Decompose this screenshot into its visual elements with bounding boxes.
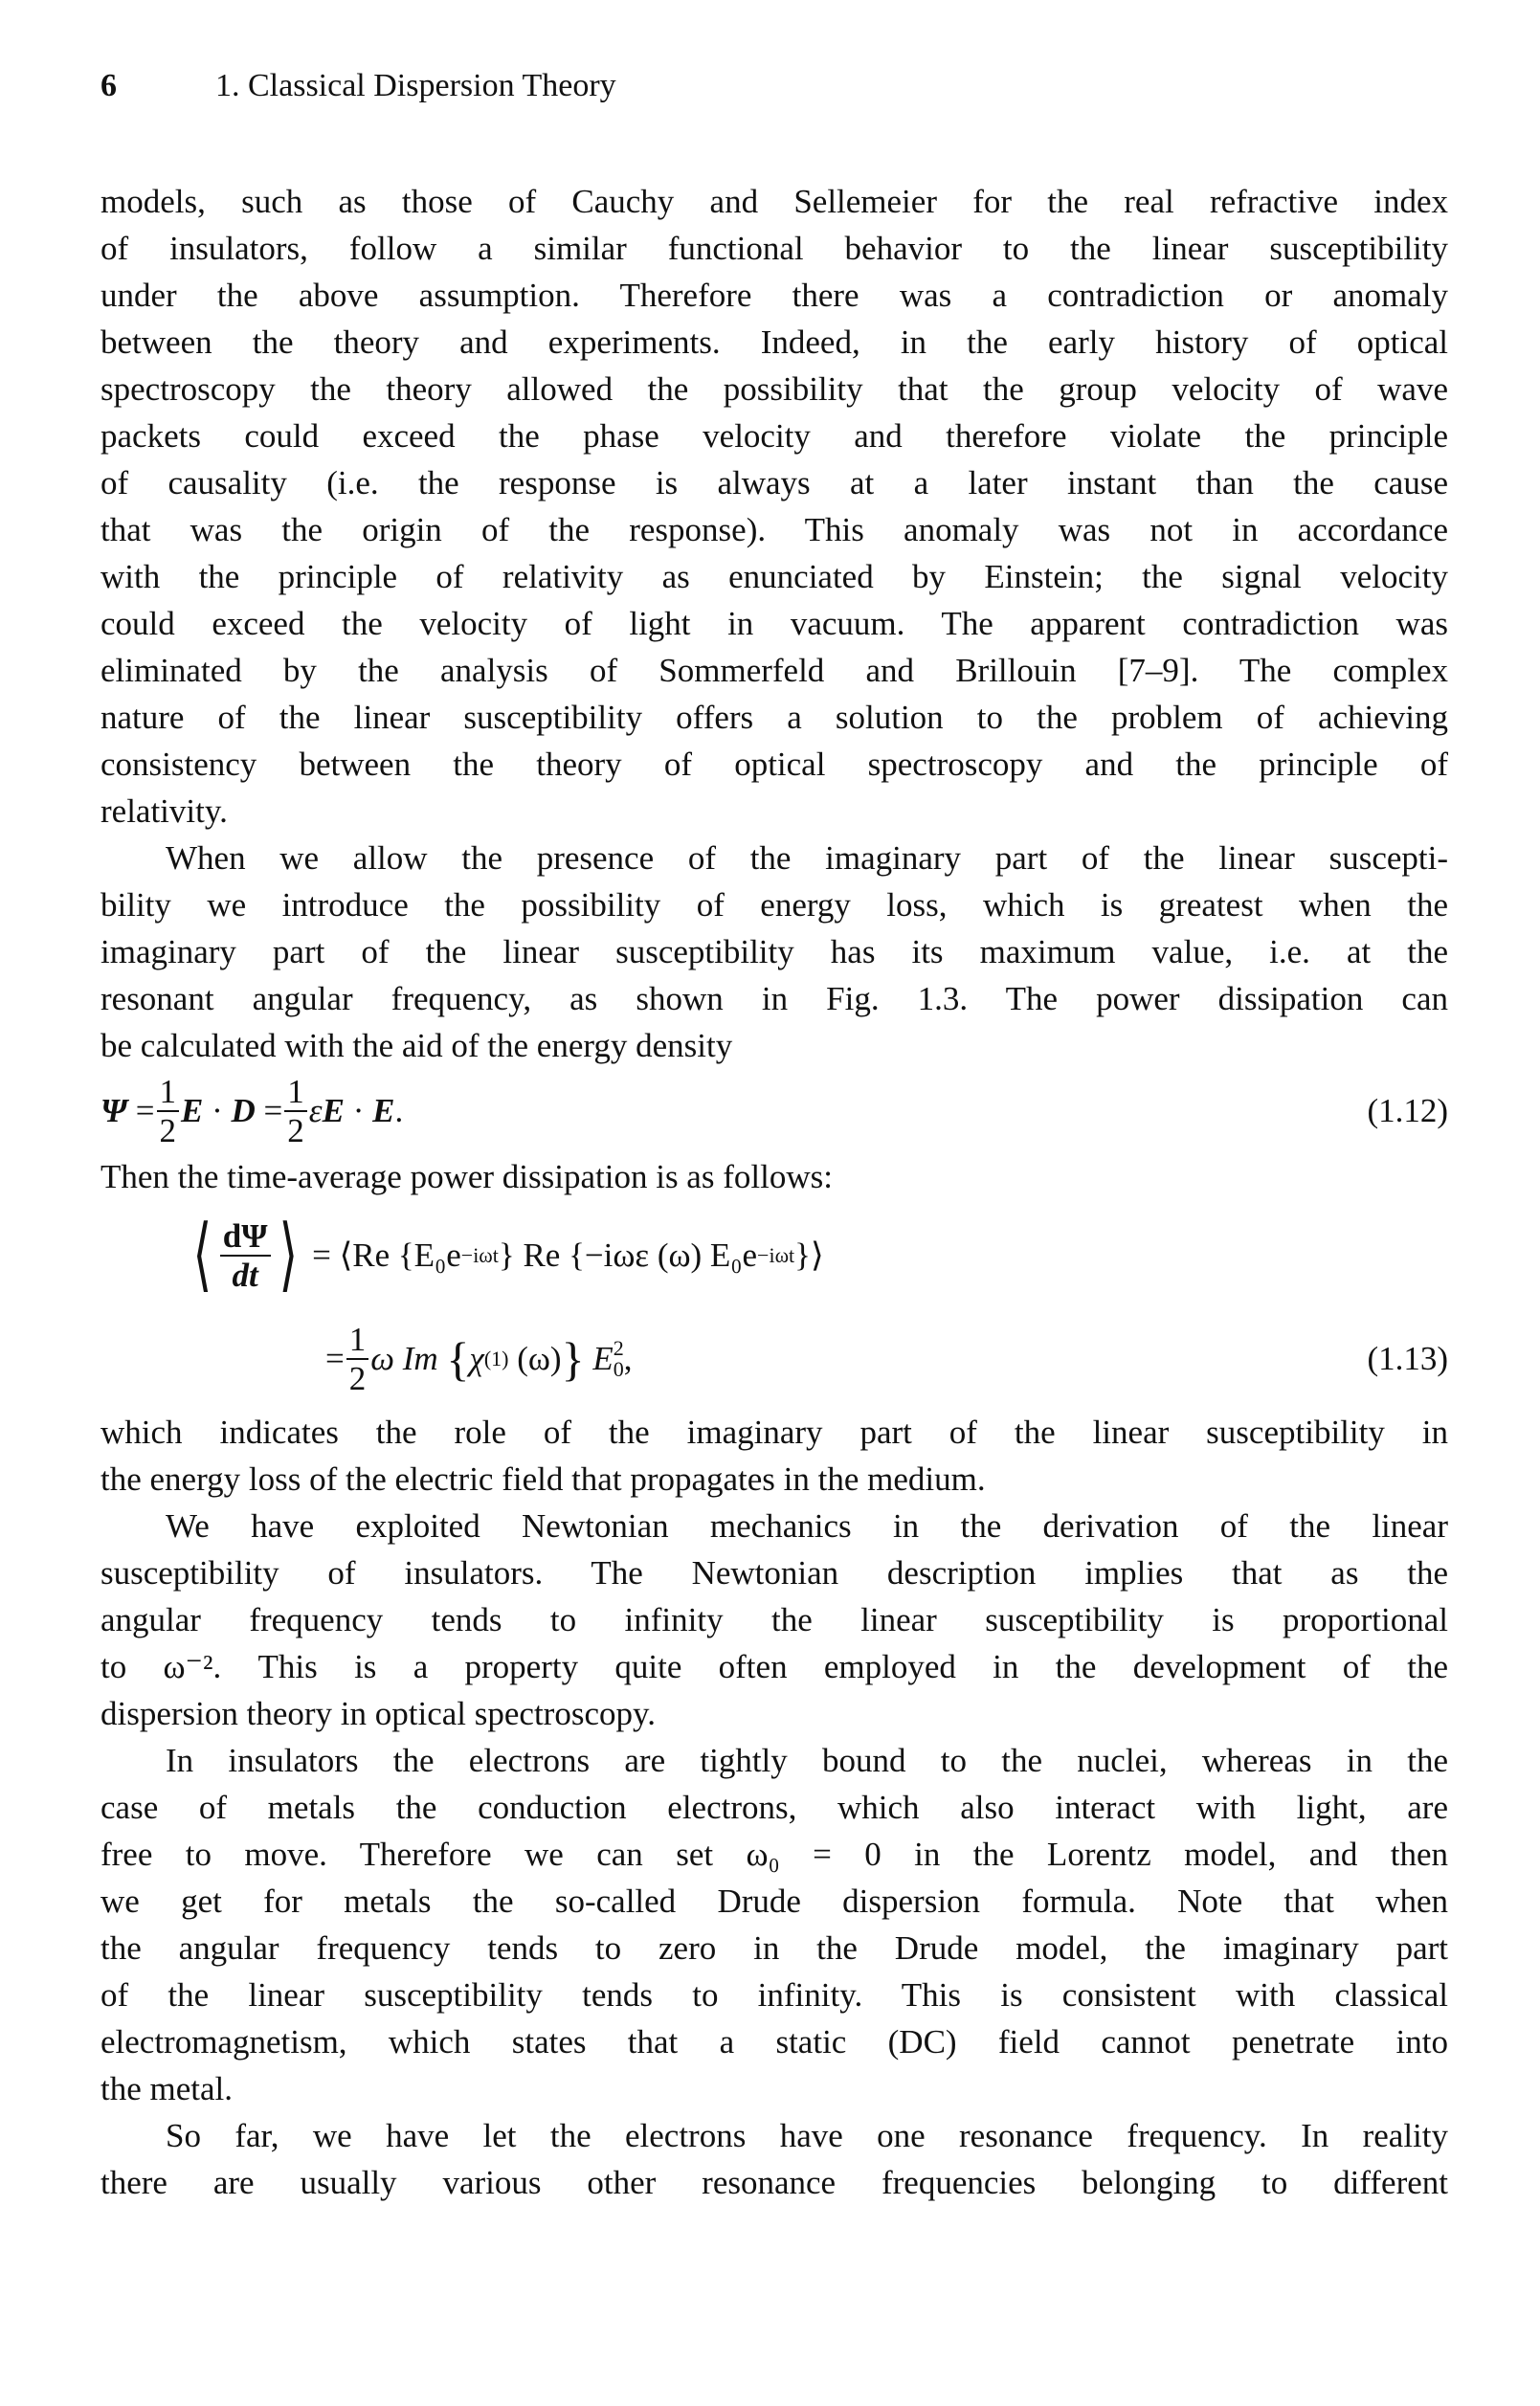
psi-symbol: Ψ <box>100 1092 127 1129</box>
text-line: of insulators, follow a similar functional behavior to the linear susceptibility <box>100 230 1448 267</box>
e-vector: E <box>181 1092 204 1129</box>
text-line: So far, we have let the electrons have one resonance frequency. In reality <box>166 2117 1448 2154</box>
text-line: of the linear susceptibility tends to infinity. This is consistent with classical <box>100 1976 1448 2014</box>
numerator: dΨ <box>220 1219 271 1257</box>
text-line: the energy loss of the electric field that propagates in the medium. <box>100 1460 986 1498</box>
text-line: models, such as those of Cauchy and Sellemeier for the real refractive index <box>100 183 1448 220</box>
equation-1-13-line-2 <box>100 1315 1448 1403</box>
right-brace: } <box>561 1332 585 1386</box>
paragraph-2 <box>100 835 1448 1069</box>
text-line: we get for metals the so-called Drude dispersion formula. Note that when <box>100 1882 1448 1920</box>
e-field-indices <box>614 1338 624 1380</box>
comma: , <box>623 1340 633 1377</box>
text-line: nature of the linear susceptibility offers a solution to the problem of achieving <box>100 699 1448 736</box>
numerator: 1 <box>157 1075 180 1112</box>
page-number: 6 <box>100 68 117 103</box>
dot: · <box>212 1092 223 1129</box>
e-vector: E <box>322 1092 345 1129</box>
text-line: dispersion theory in optical spectroscopy. <box>100 1695 656 1732</box>
numerator: 1 <box>284 1075 307 1112</box>
text-line: Then the time-average power dissipation is as follows: <box>100 1158 833 1195</box>
running-header <box>100 65 1448 107</box>
equals: = <box>263 1092 283 1129</box>
text-line: be calculated with the aid of the energy density <box>100 1027 733 1064</box>
right-angle-bracket: ⟩ <box>279 1211 298 1300</box>
text-line: We have exploited Newtonian mechanics in the derivation of the linear <box>166 1507 1448 1545</box>
text-line: to ω⁻². This is a property quite often employed in the development of the <box>100 1648 1448 1685</box>
denominator: dt <box>232 1257 258 1294</box>
text-line: could exceed the velocity of light in vacuum. The apparent contradiction was <box>100 605 1448 642</box>
paragraph-6 <box>100 1737 1448 2112</box>
equation-1-12 <box>100 1069 1448 1153</box>
fraction-half <box>157 1075 180 1147</box>
equals: = <box>325 1340 345 1377</box>
period: . <box>394 1092 404 1129</box>
paragraph-4 <box>100 1409 1448 1503</box>
equation-number: (1.13) <box>1367 1340 1448 1377</box>
text-line: case of metals the conduction electrons, which also interact with light, are <box>100 1789 1448 1826</box>
dot: · <box>352 1092 365 1129</box>
fraction-half <box>346 1323 369 1395</box>
text-line: relativity. <box>100 792 228 830</box>
d-vector: D <box>231 1092 256 1129</box>
omega-im: ω Im <box>370 1340 438 1377</box>
exponent: −iωt <box>757 1243 795 1267</box>
expr-part: } Re {−iωε (ω) E₀e <box>498 1236 758 1274</box>
left-angle-bracket: ⟨ <box>192 1211 212 1300</box>
chi: χ <box>469 1340 484 1377</box>
text-line: of causality (i.e. the response is always at a later instant than the cause <box>100 464 1448 501</box>
paragraph-5 <box>100 1503 1448 1737</box>
equation-number: (1.12) <box>1367 1092 1448 1129</box>
text-line: spectroscopy the theory allowed the possibility that the group velocity of wave <box>100 370 1448 408</box>
paragraph-1 <box>100 178 1448 835</box>
text-line: that was the origin of the response). This anomaly was not in accordance <box>100 511 1448 548</box>
fraction-dpsi-dt <box>220 1219 271 1292</box>
text-line: bility we introduce the possibility of energy loss, which is greatest when the <box>100 886 1448 924</box>
fraction-half <box>284 1075 307 1147</box>
text-line: In insulators the electrons are tightly bound to the nuclei, whereas in the <box>166 1742 1448 1779</box>
denominator: 2 <box>159 1112 176 1149</box>
text-line: packets could exceed the phase velocity and therefore violate the principle <box>100 417 1448 455</box>
text-line: electromagnetism, which states that a static (DC) field cannot penetrate into <box>100 2023 1448 2061</box>
text-line: which indicates the role of the imaginary part of the linear susceptibility in <box>100 1414 1448 1451</box>
paragraph-7 <box>100 2112 1448 2206</box>
power: 2 <box>613 1336 624 1360</box>
paragraph-3 <box>100 1153 1448 1200</box>
equals: = <box>135 1092 155 1129</box>
denominator: 2 <box>348 1360 367 1397</box>
chi-order: (1) <box>483 1347 509 1370</box>
e-vector: E <box>372 1092 395 1129</box>
text-line: between the theory and experiments. Indeed, in the early history of optical <box>100 323 1448 361</box>
left-brace: { <box>446 1332 470 1386</box>
text-line: resonant angular frequency, as shown in Fig. 1.3. The power dissipation can <box>100 980 1448 1017</box>
expr-part: }⟩ <box>794 1236 824 1274</box>
epsilon: ε <box>308 1092 323 1129</box>
subscript: 0 <box>613 1357 624 1381</box>
text-line: the metal. <box>100 2070 234 2107</box>
text-line: with the principle of relativity as enunciated by Einstein; the signal velocity <box>100 558 1448 595</box>
text-line: angular frequency tends to infinity the linear susceptibility is proportional <box>100 1601 1448 1638</box>
denominator: 2 <box>287 1112 304 1149</box>
text-line: there are usually various other resonance frequencies belonging to different <box>100 2164 1448 2201</box>
equation-1-13-line-1 <box>100 1206 1448 1305</box>
text-line: susceptibility of insulators. The Newtonian description implies that as the <box>100 1554 1448 1592</box>
expr-part: = ⟨Re {E₀e <box>312 1236 461 1274</box>
text-line: consistency between the theory of optical spectroscopy and the principle of <box>100 746 1448 783</box>
text-line: free to move. Therefore we can set ω₀ = 0 in the Lorentz model, and then <box>100 1836 1448 1873</box>
text-line: eliminated by the analysis of Sommerfeld and Brillouin [7–9]. The complex <box>100 652 1448 689</box>
text-line: under the above assumption. Therefore there was a contradiction or anomaly <box>100 277 1448 314</box>
chapter-title: 1. Classical Dispersion Theory <box>215 68 616 103</box>
exponent: −iωt <box>460 1243 499 1267</box>
text-line: imaginary part of the linear susceptibility has its maximum value, i.e. at the <box>100 933 1448 970</box>
text-line: When we allow the presence of the imaginary part of the linear suscepti- <box>166 839 1448 877</box>
argument: (ω) <box>517 1340 562 1377</box>
text-line: the angular frequency tends to zero in the Drude model, the imaginary part <box>100 1929 1448 1967</box>
numerator: 1 <box>346 1323 369 1360</box>
e-field: E <box>592 1340 614 1377</box>
